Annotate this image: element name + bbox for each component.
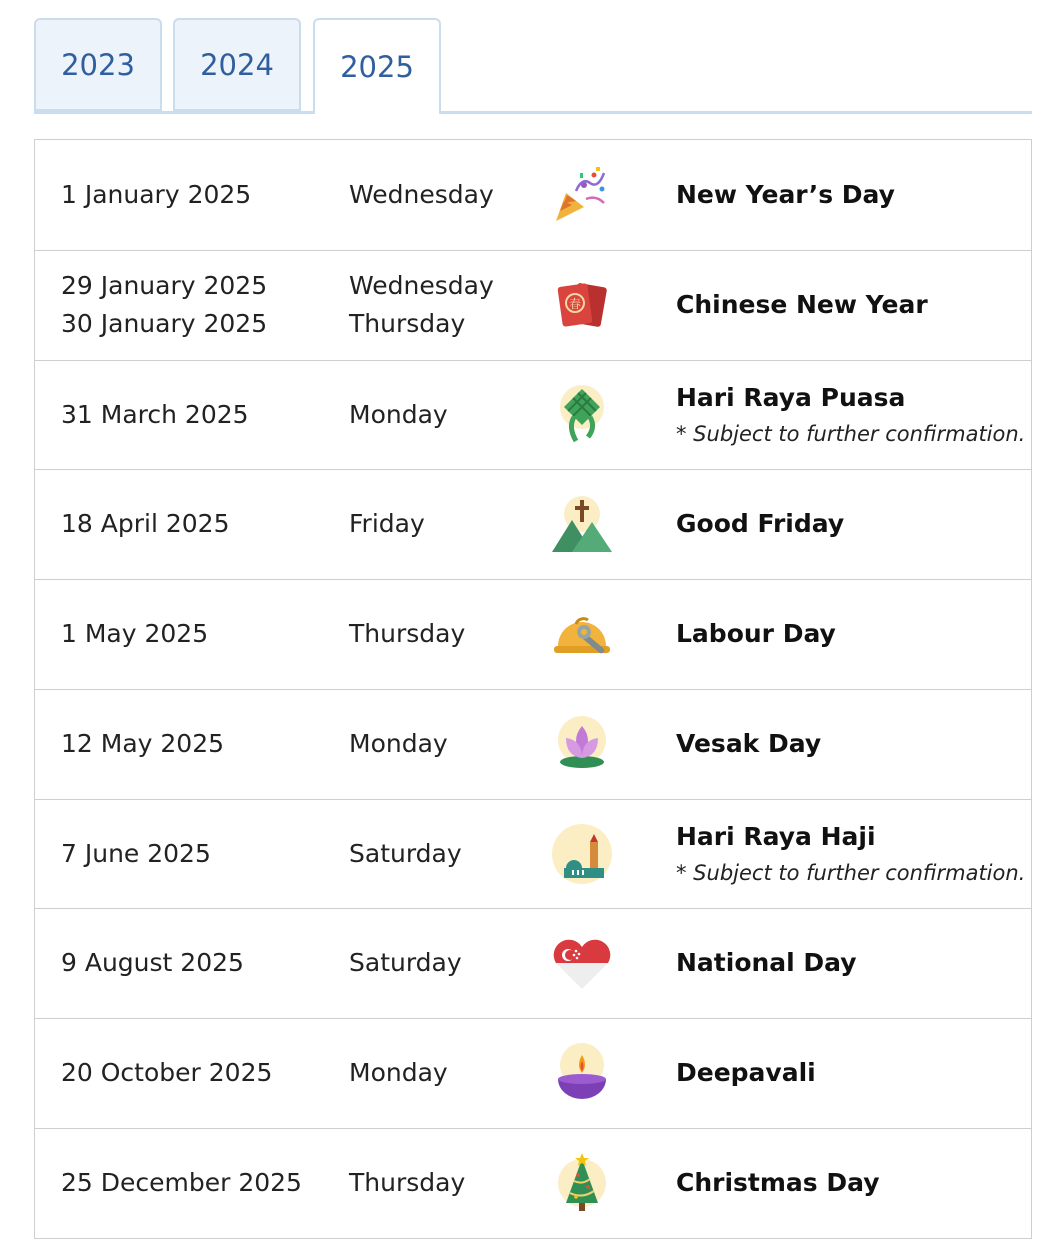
tab-2023[interactable]: 2023: [34, 18, 162, 111]
holiday-name: Chinese New Year: [676, 290, 928, 319]
holiday-day: Wednesday: [349, 271, 494, 300]
holiday-date: 1 January 2025: [61, 180, 252, 209]
icon-cell: [547, 579, 617, 689]
holiday-date: 29 January 2025: [61, 271, 268, 300]
holiday-day: Thursday: [349, 309, 466, 338]
red-packet-icon: [550, 273, 614, 337]
holiday-name: Hari Raya Haji: [676, 821, 876, 851]
holiday-name: Hari Raya Puasa: [676, 382, 906, 412]
date-cell: [61, 360, 331, 469]
table-row: [35, 360, 1031, 470]
table-row: [35, 1018, 1031, 1129]
icon-cell: [547, 908, 617, 1018]
day-cell: [349, 579, 539, 689]
ketupat-icon: [550, 383, 614, 447]
svg-text:春: 春: [568, 297, 582, 311]
name-cell: [676, 250, 1026, 360]
date-cell: [61, 250, 331, 360]
tab-2025[interactable]: 2025: [313, 18, 441, 114]
day-cell: [349, 360, 539, 469]
holiday-name: New Year’s Day: [676, 180, 895, 209]
holiday-date: 18 April 2025: [61, 509, 230, 538]
table-row: [35, 908, 1031, 1019]
holiday-name: Good Friday: [676, 509, 845, 538]
holiday-table: [34, 139, 1032, 1239]
table-row: [35, 799, 1031, 909]
table-row: [35, 1128, 1031, 1238]
table-row: [35, 579, 1031, 690]
name-cell: [676, 799, 1026, 908]
icon-cell: [547, 250, 617, 360]
icon-cell: [547, 140, 617, 250]
holiday-name: Vesak Day: [676, 729, 822, 758]
holiday-date: 20 October 2025: [61, 1058, 273, 1087]
holiday-date: 9 August 2025: [61, 948, 244, 977]
holiday-date: 30 January 2025: [61, 309, 268, 338]
year-tabs: [34, 18, 1032, 114]
singapore-heart-icon: [550, 931, 614, 995]
date-cell: [61, 1018, 331, 1128]
cross-mountain-icon: [550, 492, 614, 556]
tab-2024[interactable]: 2024: [173, 18, 301, 111]
day-cell: [349, 1128, 539, 1238]
date-cell: [61, 1128, 331, 1238]
holiday-day: Monday: [349, 1058, 448, 1087]
holiday-day: Saturday: [349, 838, 462, 868]
icon-cell: [547, 689, 617, 799]
name-cell: [676, 579, 1026, 689]
holiday-date: 31 March 2025: [61, 399, 249, 429]
day-cell: [349, 1018, 539, 1128]
icon-cell: [547, 1128, 617, 1238]
day-cell: [349, 799, 539, 908]
holiday-day: Monday: [349, 729, 448, 758]
icon-cell: [547, 360, 617, 469]
hard-hat-wrench-icon: [550, 602, 614, 666]
date-cell: [61, 469, 331, 579]
holiday-name: Christmas Day: [676, 1168, 880, 1197]
holiday-date: 12 May 2025: [61, 729, 225, 758]
lotus-icon: [550, 712, 614, 776]
name-cell: [676, 469, 1026, 579]
holiday-day: Wednesday: [349, 180, 494, 209]
day-cell: [349, 140, 539, 250]
name-cell: [676, 140, 1026, 250]
holiday-day: Friday: [349, 509, 425, 538]
holiday-date: 25 December 2025: [61, 1168, 302, 1197]
icon-cell: [547, 469, 617, 579]
holiday-day: Thursday: [349, 619, 466, 648]
date-cell: [61, 579, 331, 689]
day-cell: [349, 908, 539, 1018]
party-popper-icon: [550, 163, 614, 227]
holiday-day: Saturday: [349, 948, 462, 977]
table-row: [35, 140, 1031, 251]
diya-lamp-icon: [550, 1041, 614, 1105]
name-cell: [676, 689, 1026, 799]
date-cell: [61, 908, 331, 1018]
date-cell: [61, 799, 331, 908]
tab-baseline: [34, 111, 1032, 114]
name-cell: [676, 1128, 1026, 1238]
day-cell: [349, 469, 539, 579]
name-cell: [676, 908, 1026, 1018]
confirmation-note: * Subject to further confirmation.: [676, 860, 1026, 885]
table-row: [35, 689, 1031, 800]
holiday-date: 1 May 2025: [61, 619, 209, 648]
holiday-day: Thursday: [349, 1168, 466, 1197]
holiday-name: National Day: [676, 948, 857, 977]
table-row: [35, 250, 1031, 361]
date-cell: [61, 689, 331, 799]
icon-cell: [547, 1018, 617, 1128]
holiday-name: Labour Day: [676, 619, 836, 648]
name-cell: [676, 1018, 1026, 1128]
confirmation-note: * Subject to further confirmation.: [676, 421, 1026, 446]
mosque-crescent-icon: [550, 822, 614, 886]
holiday-day: Monday: [349, 399, 448, 429]
day-cell: [349, 250, 539, 360]
icon-cell: [547, 799, 617, 908]
christmas-tree-icon: [550, 1151, 614, 1215]
holiday-name: Deepavali: [676, 1058, 816, 1087]
table-row: [35, 469, 1031, 580]
holiday-date: 7 June 2025: [61, 838, 211, 868]
date-cell: [61, 140, 331, 250]
day-cell: [349, 689, 539, 799]
name-cell: [676, 360, 1026, 469]
